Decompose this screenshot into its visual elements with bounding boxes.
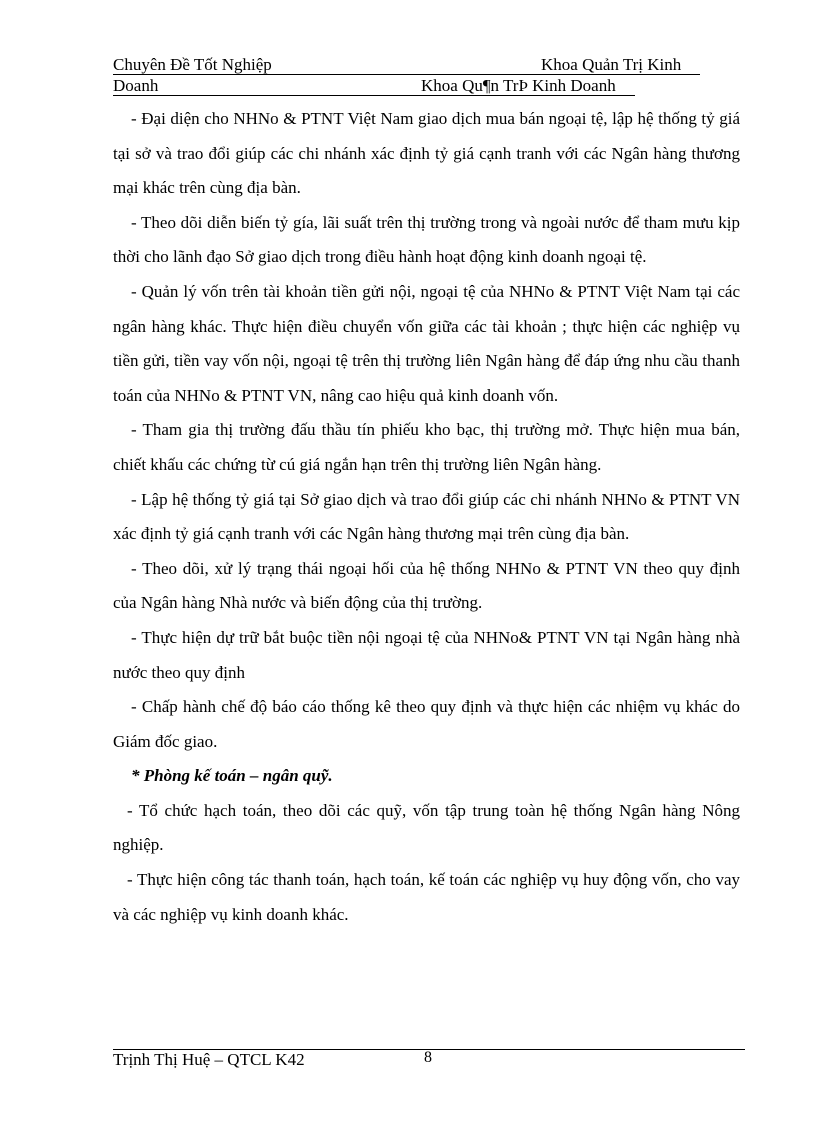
header-garbled-title: Khoa Qu¶n TrÞ Kinh Doanh — [421, 76, 616, 95]
footer-author: Trịnh Thị Huệ – QTCL K42 — [113, 1050, 305, 1069]
header-wrap-word: Doanh — [113, 76, 159, 95]
paragraph: - Đại diện cho NHNo & PTNT Việt Nam giao dịch mua bán ngoại tệ, lập hệ thống tỷ giá tại sở và trao đổi giúp các chi nhánh xác định tỷ giá cạnh tranh với các Ngân hàng thương mại khác trên cùng địa bàn. — [113, 109, 740, 198]
paragraph: - Chấp hành chế độ báo cáo thống kê theo quy định và thực hiện các nhiệm vụ khác do Giám đốc giao. — [113, 697, 740, 751]
paragraph: - Tham gia thị trường đấu thầu tín phiếu kho bạc, thị trường mở. Thực hiện mua bán, chiết khấu các chứng từ cú giá ngắn hạn trên thị trường liên Ngân hàng. — [113, 420, 740, 474]
paragraph: - Lập hệ thống tỷ giá tại Sở giao dịch và trao đổi giúp các chi nhánh NHNo & PTNT VN xác định tỷ giá cạnh tranh với các Ngân hàng thương mại trên cùng địa bàn. — [113, 489, 740, 544]
section-title: * Phòng kế toán – ngân quỹ. — [131, 766, 333, 786]
paragraph: - Thực hiện công tác thanh toán, hạch toán, kế toán các nghiệp vụ huy động vốn, cho vay và các nghiệp vụ kinh doanh khác. — [113, 870, 740, 924]
header-rule-1 — [113, 74, 700, 75]
page-number: 8 — [424, 1049, 432, 1066]
paragraph: - Thực hiện dự trữ bắt buộc tiền nội ngoại tệ của NHNo& PTNT VN tại Ngân hàng nhà nước theo quy định — [113, 627, 740, 682]
body-content — [113, 102, 740, 932]
paragraph: - Theo dõi diễn biến tỷ gía, lãi suất trên thị trường trong và ngoài nước để tham mưu kịp thời cho lãnh đạo Sở giao dịch trong điều hành hoạt động kinh doanh ngoại tệ. — [113, 212, 740, 267]
header-left-title: Chuyên Đề Tốt Nghiệp — [113, 55, 272, 74]
header-right-title: Khoa Quản Trị Kinh — [541, 55, 682, 74]
paragraph: - Tổ chức hạch toán, theo dõi các quỹ, vốn tập trung toàn hệ thống Ngân hàng Nông nghiệp. — [113, 800, 740, 855]
paragraph: - Quản lý vốn trên tài khoản tiền gửi nội, ngoại tệ của NHNo & PTNT Việt Nam tại các ngân hàng khác. Thực hiện điều chuyển vốn giữa các tài khoản ; thực hiện các nghiệp vụ tiền gửi, tiền vay vốn nội, ngoại tệ trên thị trường liên Ngân hàng để đáp ứng nhu cầu thanh toán của NHNo & PTNT VN, nâng cao hiệu quả kinh doanh vốn. — [113, 281, 740, 405]
paragraph: - Theo dõi, xử lý trạng thái ngoại hối của hệ thống NHNo & PTNT VN theo quy định của Ngân hàng Nhà nước và biến động của thị trường. — [113, 558, 740, 613]
header-rule-2 — [113, 95, 635, 96]
